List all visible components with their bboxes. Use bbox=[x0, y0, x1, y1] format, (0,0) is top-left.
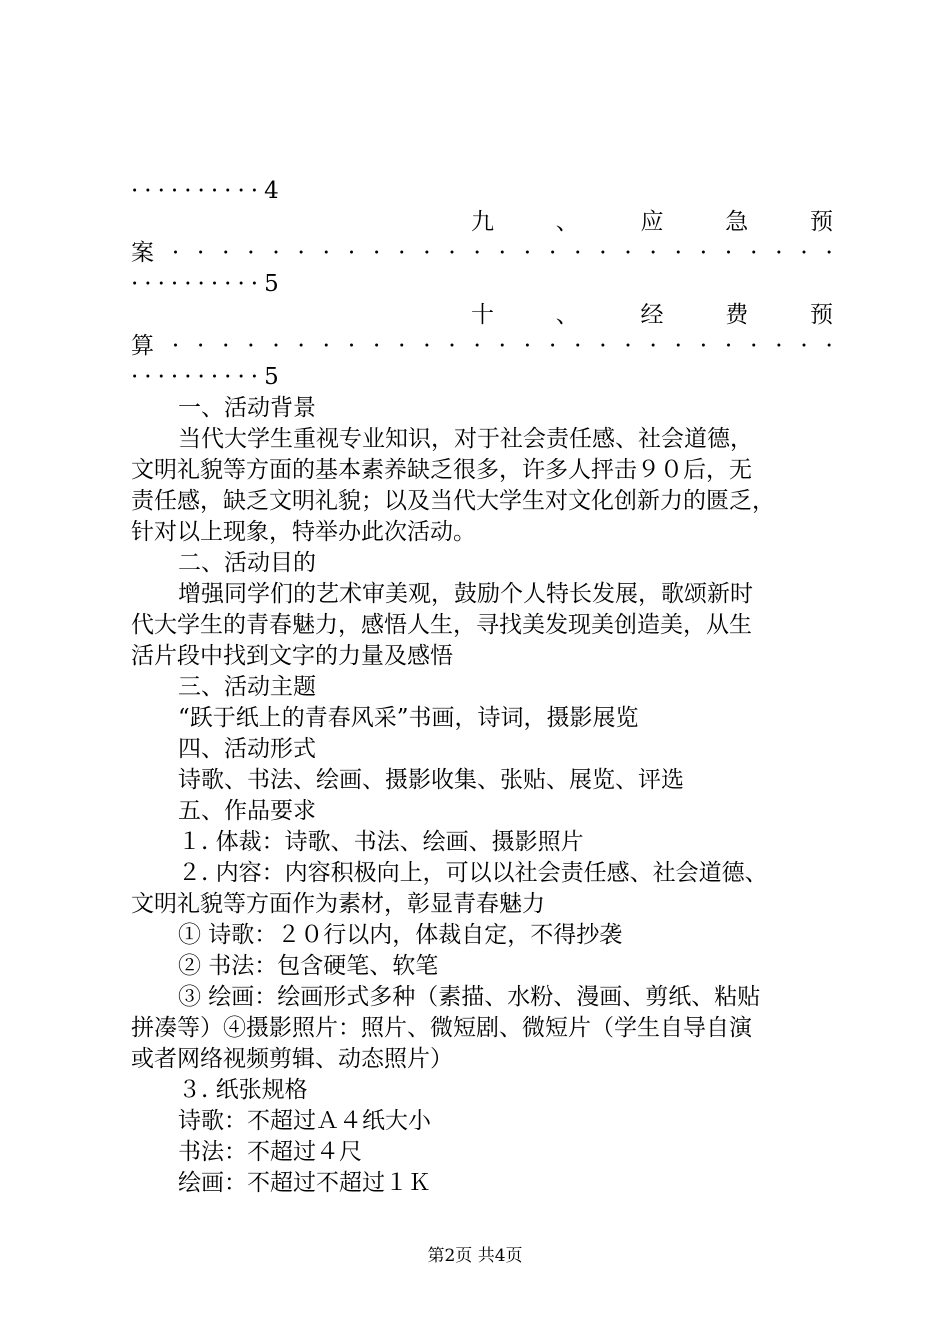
toc-leader-char: · bbox=[724, 333, 733, 359]
toc-leader-char: · bbox=[548, 333, 557, 359]
toc-title-char: 、 bbox=[555, 209, 579, 235]
toc-leader-char: · bbox=[750, 240, 758, 266]
toc-leader-char: · bbox=[423, 333, 431, 359]
toc-leader-char: · bbox=[347, 240, 356, 266]
document-content bbox=[131, 176, 833, 1199]
toc-leader-char: · bbox=[548, 240, 557, 266]
toc-leader-char: · bbox=[222, 333, 230, 359]
toc-leader-char: · bbox=[272, 240, 280, 266]
toc-title-char: 应 bbox=[640, 209, 664, 235]
toc-title-char: 急 bbox=[725, 209, 749, 235]
toc-leader-char: · bbox=[247, 333, 255, 359]
list-item: ② 书法：包含硬笔、软笔 bbox=[178, 953, 439, 979]
toc-leader-char: · bbox=[498, 240, 506, 266]
paragraph-line: 拼凑等）④摄影照片：照片、微短剧、微短片（学生自导自演 bbox=[131, 1015, 752, 1041]
toc-leader-char: · bbox=[347, 333, 356, 359]
section-heading: 二、活动目的 bbox=[178, 550, 316, 576]
toc-leader-char: · bbox=[825, 240, 833, 266]
paragraph-line: 针对以上现象，特举办此次活动。 bbox=[131, 519, 476, 545]
section-heading: 四、活动形式 bbox=[178, 736, 316, 762]
toc-leader-char: · bbox=[750, 333, 758, 359]
toc-leader-char: 算 bbox=[131, 333, 154, 359]
toc-leader-char: · bbox=[649, 333, 657, 359]
list-item: ３. 纸张规格 bbox=[178, 1077, 308, 1103]
toc-leader-char: · bbox=[775, 240, 783, 266]
toc-leader-char: · bbox=[222, 240, 230, 266]
list-item: 诗歌：不超过Ａ４纸大小 bbox=[178, 1108, 431, 1134]
toc-leader-char: · bbox=[171, 333, 180, 359]
page-footer: 第2页 共4页 bbox=[427, 1246, 523, 1266]
toc-title-char: 预 bbox=[810, 209, 833, 235]
toc-leader-char: · bbox=[196, 333, 205, 359]
toc-leader-char: · bbox=[297, 240, 305, 266]
toc-leader-char: · bbox=[599, 240, 607, 266]
toc-leader-char: · bbox=[372, 240, 381, 266]
toc-leader-char: · bbox=[196, 240, 205, 266]
section-heading: 五、作品要求 bbox=[178, 798, 316, 824]
toc-leader-line: ··········4 bbox=[131, 178, 285, 204]
toc-leader-char: · bbox=[775, 333, 783, 359]
section-heading: 一、活动背景 bbox=[178, 395, 316, 421]
toc-leader-char: · bbox=[297, 333, 305, 359]
paragraph-line: “跃于纸上的青春风采”书画，诗词，摄影展览 bbox=[178, 705, 639, 731]
paragraph-line: 当代大学生重视专业知识，对于社会责任感、社会道德， bbox=[178, 426, 753, 452]
toc-leader-char: · bbox=[523, 240, 532, 266]
toc-leader-char: · bbox=[523, 333, 532, 359]
toc-title-char: 预 bbox=[810, 302, 833, 328]
toc-leader-char: · bbox=[699, 240, 708, 266]
toc-leader-char: · bbox=[322, 240, 330, 266]
toc-leader-char: · bbox=[574, 240, 582, 266]
toc-leader-char: · bbox=[498, 333, 506, 359]
toc-title-char: 、 bbox=[555, 302, 579, 328]
toc-leader-char: · bbox=[699, 333, 708, 359]
toc-leader-char: · bbox=[448, 240, 456, 266]
toc-leader-char: · bbox=[398, 333, 406, 359]
toc-page-number: ··········5 bbox=[131, 271, 285, 297]
list-item: ③ 绘画：绘画形式多种（素描、水粉、漫画、剪纸、粘贴 bbox=[178, 984, 761, 1010]
toc-leader-char: · bbox=[473, 333, 481, 359]
toc-entry-nine bbox=[131, 207, 833, 238]
paragraph-line: 诗歌、书法、绘画、摄影收集、张贴、展览、评选 bbox=[178, 767, 684, 793]
toc-leader-char: · bbox=[247, 240, 255, 266]
toc-leader-char: · bbox=[825, 333, 833, 359]
toc-leader-char: · bbox=[272, 333, 280, 359]
list-item: １. 体裁：诗歌、书法、绘画、摄影照片 bbox=[178, 829, 584, 855]
toc-leader-char: · bbox=[800, 333, 808, 359]
toc-leader-char: · bbox=[322, 333, 330, 359]
toc-leader-char: · bbox=[800, 240, 808, 266]
toc-leader-char: · bbox=[599, 333, 607, 359]
toc-leader-char: · bbox=[574, 333, 582, 359]
toc-entry-ten-leader bbox=[131, 331, 833, 362]
toc-leader-char: · bbox=[448, 333, 456, 359]
paragraph-line: 责任感，缺乏文明礼貌；以及当代大学生对文化创新力的匮乏， bbox=[131, 488, 775, 514]
toc-leader-char: · bbox=[624, 240, 632, 266]
toc-leader-char: · bbox=[171, 240, 180, 266]
list-item: 书法：不超过４尺 bbox=[178, 1139, 362, 1165]
paragraph-line: 活片段中找到文字的力量及感悟 bbox=[131, 643, 453, 669]
toc-title-char: 十 bbox=[471, 302, 494, 328]
section-heading: 三、活动主题 bbox=[178, 674, 316, 700]
toc-leader-char: 案 bbox=[131, 240, 154, 266]
toc-leader-char: · bbox=[674, 333, 682, 359]
toc-entry-nine-leader bbox=[131, 238, 833, 269]
toc-leader-char: · bbox=[473, 240, 481, 266]
paragraph-line: 增强同学们的艺术审美观，鼓励个人特长发展，歌颂新时 bbox=[178, 581, 753, 607]
toc-leader-char: · bbox=[649, 240, 657, 266]
toc-entry-ten bbox=[131, 300, 833, 331]
toc-leader-char: · bbox=[724, 240, 733, 266]
toc-title-char: 经 bbox=[640, 302, 664, 328]
list-item: ① 诗歌：２０行以内，体裁自定，不得抄袭 bbox=[178, 922, 623, 948]
paragraph-line: 代大学生的青春魅力，感悟人生，寻找美发现美创造美，从生 bbox=[131, 612, 752, 638]
list-item: ２. 内容：内容积极向上，可以以社会责任感、社会道德、 bbox=[178, 860, 768, 886]
toc-leader-char: · bbox=[624, 333, 632, 359]
paragraph-line: 或者网络视频剪辑、动态照片） bbox=[131, 1046, 453, 1072]
toc-leader-char: · bbox=[398, 240, 406, 266]
toc-title-char: 九 bbox=[471, 209, 494, 235]
list-item: 绘画：不超过不超过１Ｋ bbox=[178, 1170, 431, 1196]
paragraph-line: 文明礼貌等方面的基本素养缺乏很多，许多人抨击９０后，无 bbox=[131, 457, 752, 483]
toc-title-char: 费 bbox=[725, 302, 749, 328]
toc-leader-char: · bbox=[372, 333, 381, 359]
toc-leader-char: · bbox=[423, 240, 431, 266]
toc-leader-char: · bbox=[674, 240, 682, 266]
toc-page-number: ··········5 bbox=[131, 364, 285, 390]
paragraph-line: 文明礼貌等方面作为素材，彰显青春魅力 bbox=[131, 891, 545, 917]
